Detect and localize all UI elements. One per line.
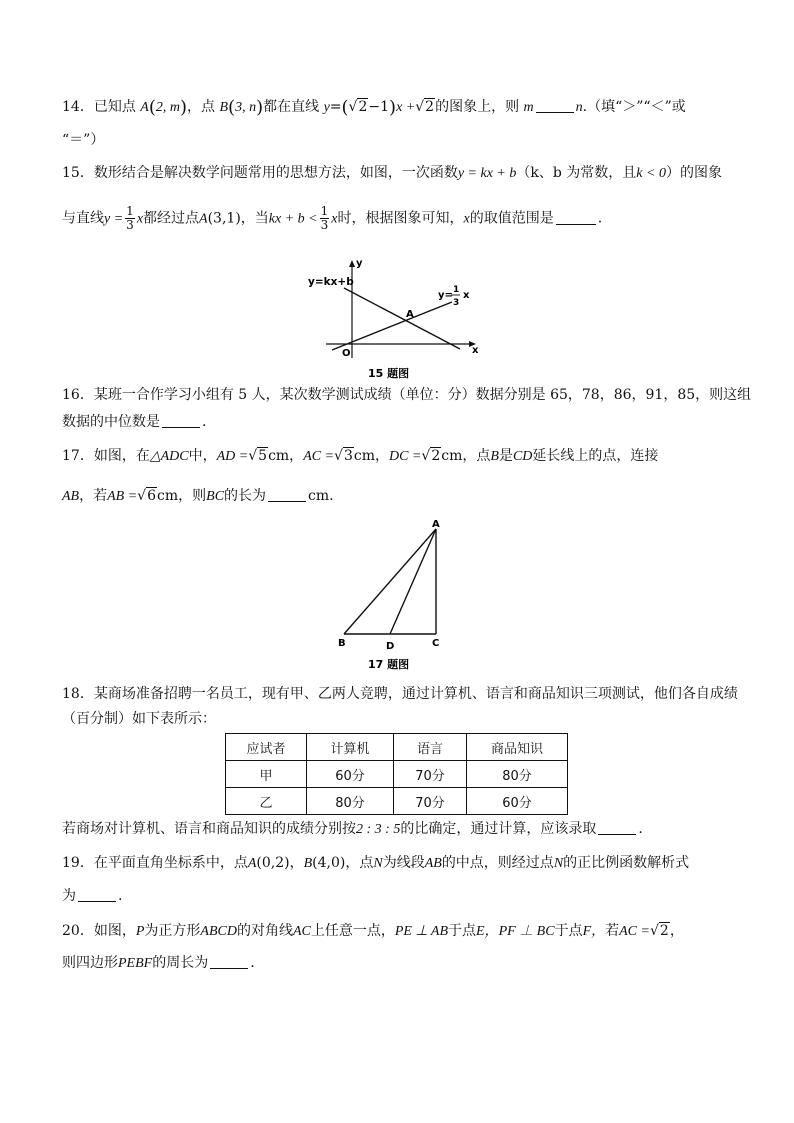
figure-15 [300,252,490,380]
numerator: 1 [126,204,134,218]
question-number: 20． [62,923,94,939]
question-18-line-2: （百分制）如下表所示： [62,711,216,727]
text: 点 [201,99,216,115]
text: 的图象上，则 [435,99,520,115]
table-cell: 60分 [467,788,568,815]
text: 与直线 [62,210,104,227]
segment-ab [344,529,436,634]
text: ， [669,923,684,939]
math-term: x + [396,100,416,115]
sqrt-expression: √2 [348,99,368,115]
label-point-c: C [432,638,440,649]
text: 则 [192,488,207,504]
radicand: 5 [258,448,268,464]
math-expression: PF ⊥ BC [498,924,555,939]
question-number: 18． [62,686,94,702]
math-expression: k < 0 [636,166,666,181]
text: . [597,210,603,227]
scores-table [225,733,568,815]
text: 的周长为 [152,955,209,971]
math-expression: y = kx + b [457,166,517,181]
segment-label: AB [62,489,80,504]
table-header-cell: 计算机 [307,734,394,761]
label-line-2-suffix: x [463,290,470,301]
math-expression: AD = [216,449,249,464]
table-cell: 甲 [226,761,307,788]
math-term: −1 [368,99,390,115]
text: 在平面直角坐标系中，点 [93,855,248,871]
sqrt-expression: √2 [421,448,441,464]
radicand: 2 [358,99,368,115]
coords: 2, m [155,100,180,115]
radicand: 6 [147,488,157,504]
math-expression: DC = [389,449,422,464]
math-expression: AC = [619,924,650,939]
text: cm， [441,448,477,464]
question-19-line-1 [62,853,689,874]
question-14-line-2: “＝”） [62,132,105,148]
math-expression: AB = [107,489,138,504]
text: 数形结合是解决数学问题常用的思想方法，如图，一次函数 [93,165,458,181]
table-header-cell: 商品知识 [467,734,568,761]
math-var: n [575,100,583,115]
ratio: 2 : 3 : 5 [356,822,401,837]
question-number: 14． [62,99,94,115]
text: ，当 [240,210,269,227]
figure-caption: 15 题图 [368,367,410,380]
point-label: N [373,856,383,871]
coords: 3, n [235,100,257,115]
text: 若 [605,923,620,939]
question-20-line-1 [62,921,684,942]
text: 的比确定，通过计算，应该录取 [400,821,597,837]
table-row [226,788,568,815]
label-y-axis: y [356,258,363,269]
sqrt-expression: √6 [137,488,157,504]
math-var: x [331,211,338,227]
text: 如图， [93,923,136,939]
point-label: B [219,100,229,115]
text: 延长线上的点，连接 [532,448,659,464]
point-label: A [140,100,149,115]
table-header-cell: 应试者 [226,734,307,761]
math-var: x [463,211,470,227]
math-expression: y = [104,211,124,227]
shape-label: ABCD [200,924,237,939]
question-number: 17． [62,448,94,464]
figure-17 [330,515,460,675]
text: ， [187,99,202,115]
text: cm. [308,488,334,504]
point-label: B [490,449,499,464]
fraction [125,205,135,232]
text: ）的图象 [665,165,722,181]
text: 是 [498,448,513,464]
table-cell: 60分 [307,761,394,788]
text: . [638,821,643,837]
question-15-line-1 [62,163,722,184]
text: 的正比例函数解析式 [563,855,690,871]
question-number: 16． [62,387,94,403]
text: 都经过点 [143,210,200,227]
question-15-line-2 [62,205,602,232]
label-point-d: D [386,641,395,652]
denominator: 3 [126,218,134,232]
math-expression: AC = [303,449,335,464]
numerator: 1 [320,204,329,218]
sqrt-expression: √2 [415,99,435,115]
text: 为正方形 [144,923,201,939]
label-origin: O [342,348,351,359]
text: cm， [268,448,304,464]
question-16-line-2 [62,412,206,432]
label-line-2-denominator: 3 [453,298,460,308]
text: 若商场对计算机、语言和商品知识的成绩分别按 [62,821,356,837]
answer-blank[interactable] [556,210,596,225]
question-number: 19． [62,855,94,871]
shape-label: PEBF [118,956,153,971]
math-expression: PE ⊥ AB [394,924,448,939]
answer-blank[interactable] [536,98,574,113]
sqrt-expression: √5 [248,448,268,464]
text: 于点 [448,923,476,939]
label-line-1: y=kx+b [308,276,354,288]
text: 为线段 [382,855,425,871]
answer-blank[interactable] [268,487,306,502]
point-label: B [303,856,313,871]
table-cell: 80分 [467,761,568,788]
point-label: A [247,856,257,871]
text: 的取值范围是 [469,210,554,227]
question-17-line-2 [62,486,334,507]
coords: (4,0) [312,855,346,871]
text: 则四边形 [62,955,118,971]
segment-ad [390,529,436,634]
text: 已知点 [93,99,136,115]
text: cm， [157,488,193,504]
text: 都在直线 [263,99,320,115]
text: （k、b 为常数，且 [516,165,637,181]
radicand: 2 [425,99,435,115]
table-header-row [226,734,568,761]
math-op: = [329,99,342,115]
segment-label: AB [424,856,442,871]
radicand: 2 [431,448,441,464]
coords: (3,1) [207,210,241,227]
text: cm， [353,448,389,464]
text: 为 [62,888,76,904]
text: 数据的中位数是 [62,414,160,430]
sqrt-expression: √2 [649,923,669,939]
question-17-line-1 [62,446,658,467]
question-16-line-1 [62,385,751,405]
question-20-line-2 [62,953,255,974]
text: ， [289,855,304,871]
answer-blank[interactable] [78,887,116,902]
text: ，点 [345,855,374,871]
label-point-b: B [338,638,346,649]
math-var: m [523,100,534,115]
text: 于点 [554,923,583,939]
y-axis-arrow [349,260,355,267]
line-y-third-x [332,302,452,350]
table-cell: 70分 [394,761,467,788]
question-14-line-1: 14．已知点 A(2, m)，点 B(3, n)都在直线 y=(√2−1)x +√2的图象上，则 m n.（填“＞”“＜”或 [62,97,686,118]
answer-blank[interactable] [598,820,636,835]
text: 如图，在 [93,448,150,464]
text: .（填“＞”“＜”或 [582,99,686,115]
math-var: x [136,211,144,227]
table-cell: 乙 [226,788,307,815]
text: 点 [476,448,491,464]
text: . [250,955,255,971]
point-label: N [553,856,564,871]
math-var: y [323,100,330,115]
table-row [226,761,568,788]
answer-blank[interactable] [162,413,200,428]
math-expression: kx + b < [268,211,318,227]
denominator: 3 [320,218,329,232]
label-line-2-numerator: 1 [453,285,460,295]
label-line-2-prefix: y= [438,290,453,301]
radicand: 3 [343,448,353,464]
point-label: P [135,924,145,939]
point-label: F， [582,924,606,939]
table-cell: 70分 [394,788,467,815]
text: 时，根据图象可知， [337,210,464,227]
question-number: 15． [62,165,94,181]
segment-label: CD [512,449,533,464]
text: 的中点，则经过点 [441,855,554,871]
question-18-line-3 [62,819,643,840]
label-point-a: A [432,519,440,530]
text: 中， [188,448,217,464]
text: 的长为 [224,488,267,504]
question-18-line-1 [62,684,738,704]
math-expression: △ADC [149,449,189,464]
segment-label: BC [206,489,225,504]
point-label: A [199,211,208,227]
radicand: 2 [659,923,669,939]
table-cell: 80分 [307,788,394,815]
text: 上任意一点， [310,923,395,939]
sqrt-expression: √3 [334,448,353,464]
fraction [320,205,330,232]
label-x-axis: x [472,345,479,356]
text: 某商场准备招聘一名员工，现有甲、乙两人竞聘，通过计算机、语言和商品知识三项测试，他们各自成绩 [93,686,738,702]
segment-label: AC [292,924,311,939]
text: . [202,414,207,430]
figure-caption: 17 题图 [368,658,410,671]
label-point-a: A [406,309,414,320]
text: ，若 [79,488,108,504]
text: 某班一合作学习小组有 5 人，某次数学测试成绩（单位：分）数据分别是 65，78，86，91，85，则这组 [93,387,752,403]
question-19-line-2 [62,886,122,906]
table-header-cell: 语言 [394,734,467,761]
text: . [118,888,123,904]
answer-blank[interactable] [210,954,248,969]
point-label: E， [476,924,499,939]
text: 的对角线 [236,923,293,939]
coords: (0,2) [256,855,290,871]
